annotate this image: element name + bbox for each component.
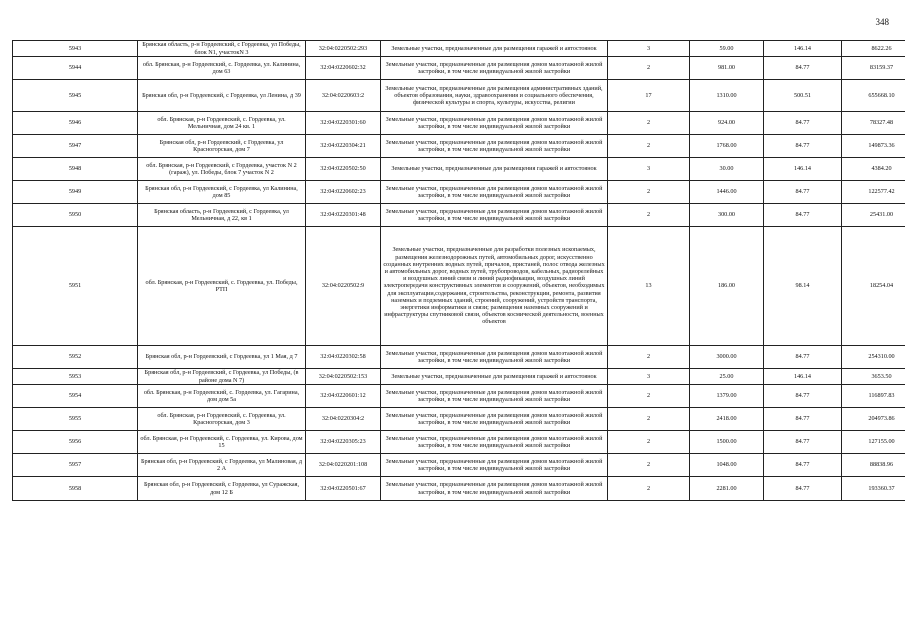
- area-cell: 25.00: [690, 369, 764, 385]
- record-number-cell: 5953: [13, 369, 138, 385]
- address-cell: Брянская обл, р-н Гордеевский, с Гордеевка, ул Ленина, д 39: [138, 80, 306, 112]
- permitted-use-cell: Земельные участки, предназначенные для размещения гаражей и автостоянок: [381, 369, 608, 385]
- record-number-cell: 5958: [13, 477, 138, 501]
- cadastral-value-cell: 204973.86: [842, 408, 905, 431]
- specific-value-cell: 84.77: [764, 112, 842, 135]
- permitted-use-cell: Земельные участки, предназначенные для размещения домов малоэтажной жилой застройки, в том числе индивидуальной жилой застройки: [381, 57, 608, 80]
- permitted-use-cell: Земельные участки, предназначенные для размещения домов малоэтажной жилой застройки, в том числе индивидуальной жилой застройки: [381, 385, 608, 408]
- area-cell: 981.00: [690, 57, 764, 80]
- table-row: [13, 385, 905, 408]
- permitted-use-cell: Земельные участки, предназначенные для размещения гаражей и автостоянок: [381, 158, 608, 181]
- record-number-cell: 5946: [13, 112, 138, 135]
- address-cell: обл. Брянская, р-н Гордеевский, с. Гордеевка, ул. Победы, РТП: [138, 227, 306, 346]
- table-row: [13, 346, 905, 369]
- record-number-cell: 5954: [13, 385, 138, 408]
- cadastral-number-cell: 32:04:0220501:67: [306, 477, 381, 501]
- address-cell: обл. Брянская, р-н Гордеевский, с. Гордеевка, ул. Мельничная, дом 24 кв. 1: [138, 112, 306, 135]
- specific-value-cell: 84.77: [764, 346, 842, 369]
- cadastral-number-cell: 32:04:0220602:23: [306, 181, 381, 204]
- cadastral-number-cell: 32:04:0220301:48: [306, 204, 381, 227]
- cadastral-value-cell: 254310.00: [842, 346, 905, 369]
- use-group-cell: 3: [608, 41, 690, 57]
- use-group-cell: 2: [608, 112, 690, 135]
- permitted-use-cell: Земельные участки, предназначенные для размещения домов малоэтажной жилой застройки, в том числе индивидуальной жилой застройки: [381, 454, 608, 477]
- table-row: [13, 158, 905, 181]
- specific-value-cell: 84.77: [764, 204, 842, 227]
- address-cell: Брянская обл, р-н Гордеевский, с Гордеевка, ул Победы, (в районе дома N 7): [138, 369, 306, 385]
- cadastral-value-cell: 655668.10: [842, 80, 905, 112]
- permitted-use-cell: Земельные участки, предназначенные для размещения домов малоэтажной жилой застройки, в том числе индивидуальной жилой застройки: [381, 181, 608, 204]
- cadastral-value-cell: 25431.00: [842, 204, 905, 227]
- use-group-cell: 3: [608, 158, 690, 181]
- permitted-use-cell: Земельные участки, предназначенные для размещения административных зданий, объектов образования, науки, здравоохранения и социального обеспечения, физической культуры и спорта, культуры, искусства, религии: [381, 80, 608, 112]
- cadastral-value-cell: 88838.96: [842, 454, 905, 477]
- use-group-cell: 2: [608, 385, 690, 408]
- cadastral-value-cell: 4384.20: [842, 158, 905, 181]
- specific-value-cell: 98.14: [764, 227, 842, 346]
- use-group-cell: 2: [608, 431, 690, 454]
- table-row: [13, 227, 905, 346]
- cadastral-value-cell: 83159.37: [842, 57, 905, 80]
- cadastral-value-cell: 122577.42: [842, 181, 905, 204]
- use-group-cell: 13: [608, 227, 690, 346]
- area-cell: 1379.00: [690, 385, 764, 408]
- area-cell: 1048.00: [690, 454, 764, 477]
- area-cell: 3000.00: [690, 346, 764, 369]
- specific-value-cell: 84.77: [764, 477, 842, 501]
- use-group-cell: 2: [608, 346, 690, 369]
- cadastral-number-cell: 32:04:0220502:9: [306, 227, 381, 346]
- table-row: [13, 112, 905, 135]
- address-cell: Брянская область, р-н Гордеевский, с Гордеевка, ул Мельничная, д 22, кв 1: [138, 204, 306, 227]
- record-number-cell: 5943: [13, 41, 138, 57]
- permitted-use-cell: Земельные участки, предназначенные для размещения домов малоэтажной жилой застройки, в том числе индивидуальной жилой застройки: [381, 431, 608, 454]
- specific-value-cell: 146.14: [764, 369, 842, 385]
- permitted-use-cell: Земельные участки, предназначенные для размещения домов малоэтажной жилой застройки, в том числе индивидуальной жилой застройки: [381, 346, 608, 369]
- cadastral-number-cell: 32:04:0220603:2: [306, 80, 381, 112]
- cadastral-number-cell: 32:04:0220502:50: [306, 158, 381, 181]
- table-row: [13, 431, 905, 454]
- cadastral-value-cell: 193360.37: [842, 477, 905, 501]
- cadastral-value-cell: 18254.04: [842, 227, 905, 346]
- address-cell: обл. Брянская, р-н Гордеевский, с. Гордеевка, ул. Гагарина, дом дом 5а: [138, 385, 306, 408]
- table-row: [13, 454, 905, 477]
- cadastral-value-cell: 8622.26: [842, 41, 905, 57]
- permitted-use-cell: Земельные участки, предназначенные для размещения домов малоэтажной жилой застройки, в том числе индивидуальной жилой застройки: [381, 112, 608, 135]
- address-cell: Брянская обл, р-н Гордеевский, с Гордеевка, ул Малиновая, д 2 А: [138, 454, 306, 477]
- use-group-cell: 2: [608, 204, 690, 227]
- record-number-cell: 5952: [13, 346, 138, 369]
- table-row: [13, 80, 905, 112]
- area-cell: 1500.00: [690, 431, 764, 454]
- cadastral-value-cell: 116897.83: [842, 385, 905, 408]
- area-cell: 2281.00: [690, 477, 764, 501]
- record-number-cell: 5951: [13, 227, 138, 346]
- address-cell: обл. Брянская, р-н Гордеевский, с. Гордеевка, ул. Кирова, дом 15: [138, 431, 306, 454]
- address-cell: Брянская обл, р-н Гордеевский, с Гордеевка, ул Красногорская, дом 7: [138, 135, 306, 158]
- area-cell: 186.00: [690, 227, 764, 346]
- use-group-cell: 2: [608, 454, 690, 477]
- area-cell: 2418.00: [690, 408, 764, 431]
- specific-value-cell: 146.14: [764, 41, 842, 57]
- cadastral-number-cell: 32:04:0220301:60: [306, 112, 381, 135]
- address-cell: обл. Брянская, р-н Гордеевский, с. Гордеевка, ул. Калинина, дом 63: [138, 57, 306, 80]
- specific-value-cell: 84.77: [764, 57, 842, 80]
- use-group-cell: 2: [608, 135, 690, 158]
- use-group-cell: 2: [608, 477, 690, 501]
- permitted-use-cell: Земельные участки, предназначенные для размещения гаражей и автостоянок: [381, 41, 608, 57]
- cadastral-number-cell: 32:04:0220601:12: [306, 385, 381, 408]
- area-cell: 1310.00: [690, 80, 764, 112]
- table-row: [13, 181, 905, 204]
- cadastral-number-cell: 32:04:0220602:32: [306, 57, 381, 80]
- table-row: [13, 41, 905, 57]
- area-cell: 1446.00: [690, 181, 764, 204]
- cadastral-value-cell: 127155.00: [842, 431, 905, 454]
- table-row: [13, 408, 905, 431]
- cadastral-number-cell: 32:04:0220502:293: [306, 41, 381, 57]
- specific-value-cell: 84.77: [764, 431, 842, 454]
- use-group-cell: 3: [608, 369, 690, 385]
- cadastral-number-cell: 32:04:0220305:23: [306, 431, 381, 454]
- cadastral-value-cell: 149873.36: [842, 135, 905, 158]
- land-plot-register-table: [12, 40, 905, 501]
- cadastral-number-cell: 32:04:0220201:108: [306, 454, 381, 477]
- specific-value-cell: 84.77: [764, 181, 842, 204]
- area-cell: 300.00: [690, 204, 764, 227]
- use-group-cell: 2: [608, 181, 690, 204]
- cadastral-number-cell: 32:04:0220502:153: [306, 369, 381, 385]
- record-number-cell: 5950: [13, 204, 138, 227]
- address-cell: Брянская область, р-н Гордеевский, с Гордеевка, ул Победы, блок N1, участокN 3: [138, 41, 306, 57]
- specific-value-cell: 500.51: [764, 80, 842, 112]
- address-cell: Брянская обл, р-н Гордеевский, с Гордеевка, ул 1 Мая, д 7: [138, 346, 306, 369]
- record-number-cell: 5955: [13, 408, 138, 431]
- table-row: [13, 57, 905, 80]
- use-group-cell: 17: [608, 80, 690, 112]
- record-number-cell: 5944: [13, 57, 138, 80]
- page-number: 348: [875, 17, 889, 27]
- address-cell: обл. Брянская, р-н Гордеевский, с. Гордеевка, ул. Красногорская, дом 3: [138, 408, 306, 431]
- table-row: [13, 204, 905, 227]
- area-cell: 924.00: [690, 112, 764, 135]
- specific-value-cell: 84.77: [764, 385, 842, 408]
- record-number-cell: 5949: [13, 181, 138, 204]
- address-cell: Брянская обл, р-н Гордеевский, с Гордеевка, ул Калинина, дом 85: [138, 181, 306, 204]
- record-number-cell: 5957: [13, 454, 138, 477]
- permitted-use-cell: Земельные участки, предназначенные для разработки полезных ископаемых, размещения железнодорожных путей, автомобильных дорог, искусственно созданных внутренних водных путей, причалов, пристаней, полос отвода железных и автомобильных дорог, водных путей, трубопроводов, кабельных, радиорелейных и воздушных линий связи и линий радиофикации, воздушных линий электропередачи конструктивных элементов и сооружений, объектов, необходимых для эксплуатации,содержания, строительства, реконструкции, ремонта, развития наземных и подземных зданий, строений, сооружений, устройств транспорта, энергетики информатики и связи; размещения наземных сооружений и инфраструктуры спутниковой связи, объектов космической деятельности, военных объектов: [381, 227, 608, 346]
- permitted-use-cell: Земельные участки, предназначенные для размещения домов малоэтажной жилой застройки, в том числе индивидуальной жилой застройки: [381, 408, 608, 431]
- cadastral-number-cell: 32:04:0220304:21: [306, 135, 381, 158]
- table-row: [13, 477, 905, 501]
- record-number-cell: 5947: [13, 135, 138, 158]
- record-number-cell: 5956: [13, 431, 138, 454]
- address-cell: обл. Брянская, р-н Гордеевский, с Гордеевка, участок N 2 (гараж), ул. Победы, блок 7 участок N 2: [138, 158, 306, 181]
- specific-value-cell: 84.77: [764, 135, 842, 158]
- specific-value-cell: 146.14: [764, 158, 842, 181]
- table-body: [13, 41, 905, 501]
- permitted-use-cell: Земельные участки, предназначенные для размещения домов малоэтажной жилой застройки, в том числе индивидуальной жилой застройки: [381, 477, 608, 501]
- table-row: [13, 369, 905, 385]
- permitted-use-cell: Земельные участки, предназначенные для размещения домов малоэтажной жилой застройки, в том числе индивидуальной жилой застройки: [381, 135, 608, 158]
- record-number-cell: 5945: [13, 80, 138, 112]
- area-cell: 59.00: [690, 41, 764, 57]
- permitted-use-cell: Земельные участки, предназначенные для размещения домов малоэтажной жилой застройки, в том числе индивидуальной жилой застройки: [381, 204, 608, 227]
- area-cell: 1768.00: [690, 135, 764, 158]
- specific-value-cell: 84.77: [764, 454, 842, 477]
- cadastral-value-cell: 3653.50: [842, 369, 905, 385]
- use-group-cell: 2: [608, 57, 690, 80]
- cadastral-number-cell: 32:04:0220302:58: [306, 346, 381, 369]
- address-cell: Брянская обл, р-н Гордеевский, с Гордеевка, ул Суражская, дом 12 Б: [138, 477, 306, 501]
- record-number-cell: 5948: [13, 158, 138, 181]
- area-cell: 30.00: [690, 158, 764, 181]
- cadastral-number-cell: 32:04:0220304:2: [306, 408, 381, 431]
- cadastral-value-cell: 78327.48: [842, 112, 905, 135]
- use-group-cell: 2: [608, 408, 690, 431]
- specific-value-cell: 84.77: [764, 408, 842, 431]
- table-row: [13, 135, 905, 158]
